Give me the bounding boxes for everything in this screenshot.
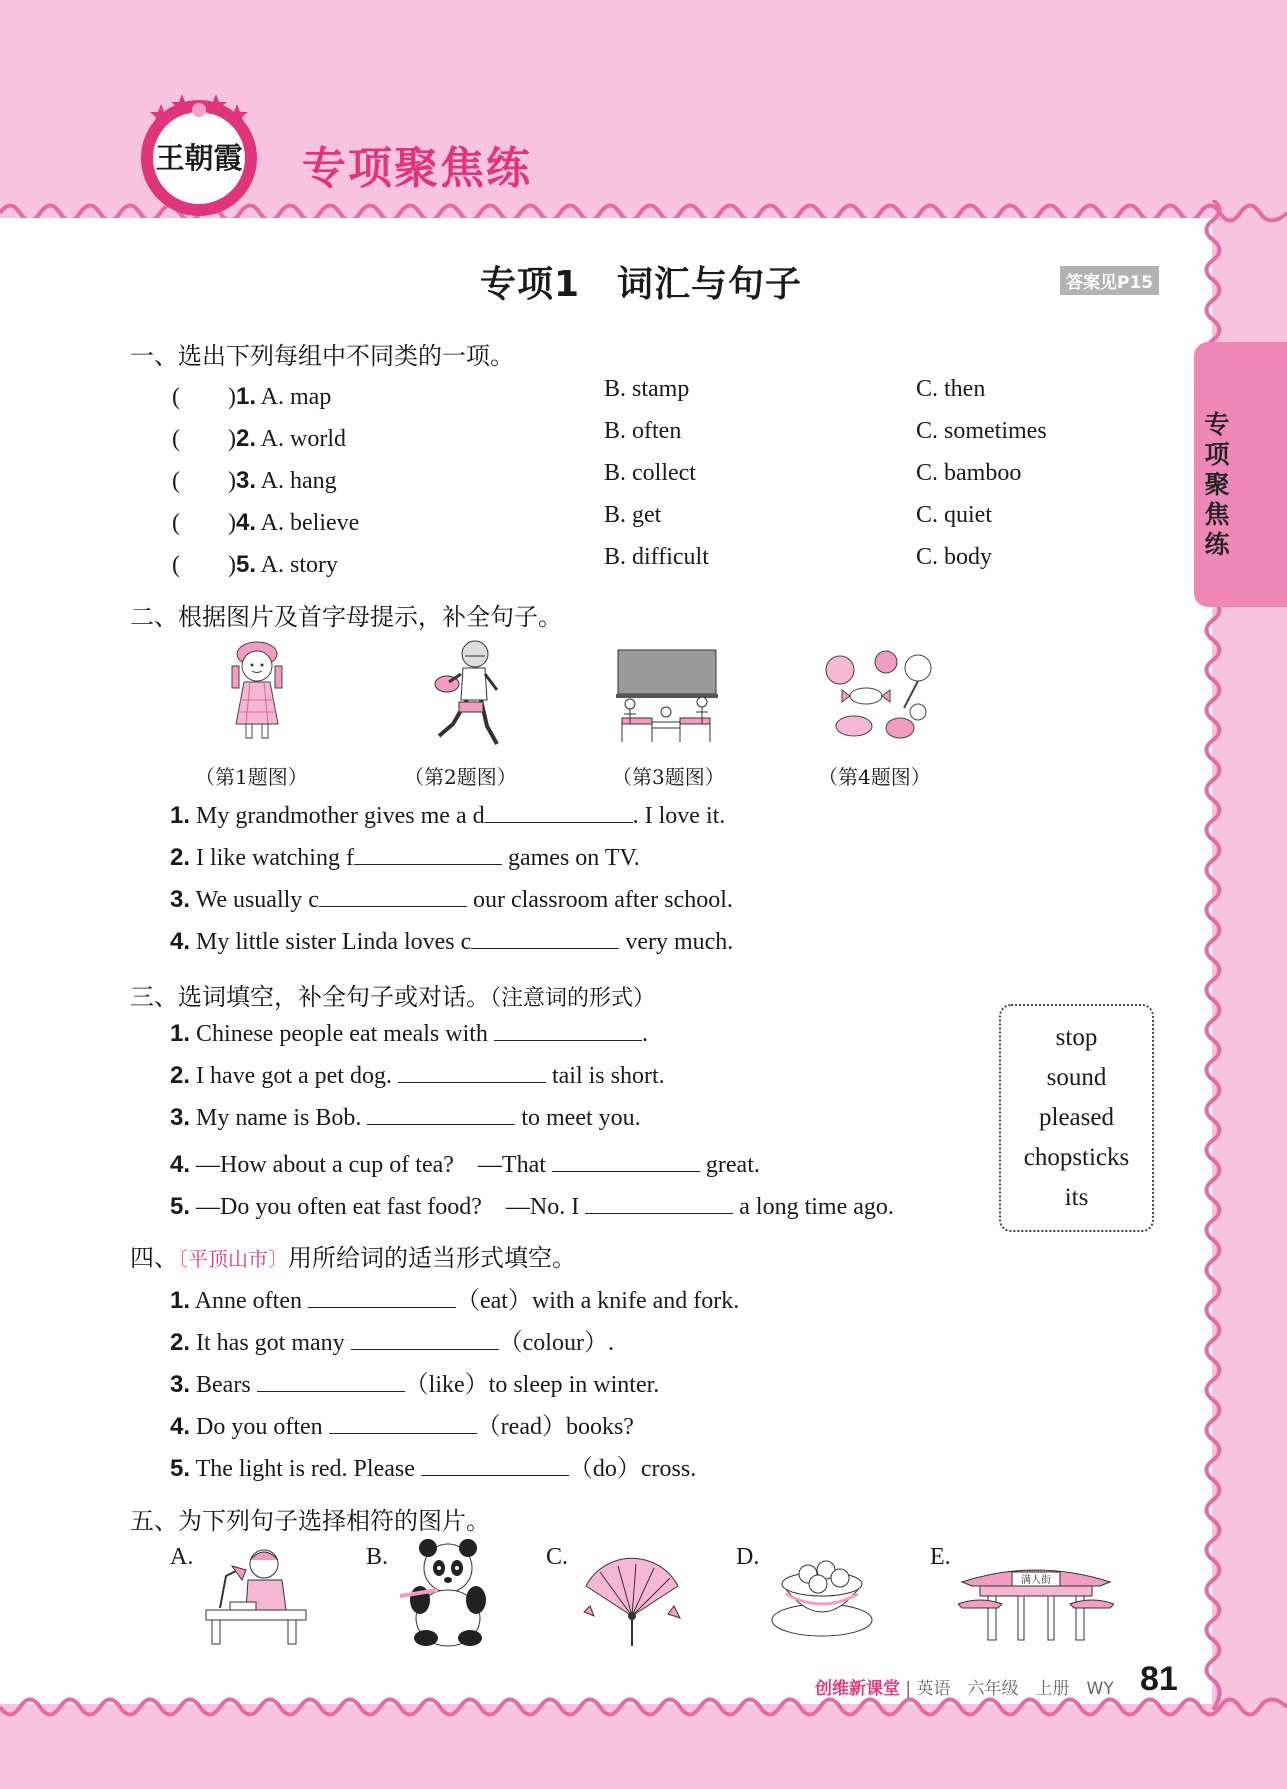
answer-reference-tag: 答案见P15: [1060, 266, 1159, 295]
answer-blank[interactable]: [421, 1453, 569, 1476]
sentence-end: .: [641, 1021, 648, 1047]
sentence-end: （do）cross.: [568, 1456, 697, 1482]
part2-title: 二、根据图片及首字母提示，补全句子。: [130, 603, 562, 631]
option-c: C. quiet: [916, 502, 992, 528]
figure-caption-4: （第4题图）: [818, 765, 931, 789]
option-label-e: E.: [930, 1544, 951, 1570]
option-label-a: A.: [170, 1544, 194, 1570]
figure-caption-1: （第1题图）: [195, 765, 308, 789]
word-bank: [999, 1004, 1154, 1232]
option-label-d: D.: [736, 1544, 760, 1570]
answer-paren[interactable]: ( ): [172, 384, 236, 410]
option-a: A. map: [256, 384, 332, 410]
sentence-end: very much.: [619, 929, 734, 955]
answer-blank[interactable]: [367, 1102, 515, 1125]
footer-brand: 创维新课堂: [815, 1679, 900, 1699]
sentence-end: （colour）.: [498, 1330, 614, 1356]
question-number: 1.: [170, 802, 191, 829]
question-number: 4.: [170, 928, 191, 955]
choice-row-left: [172, 544, 338, 579]
fill-sentence: [170, 1364, 659, 1399]
answer-blank[interactable]: [354, 842, 502, 865]
answer-blank[interactable]: [329, 1411, 477, 1434]
page-title: 专项1 词汇与句子: [480, 264, 803, 305]
option-a: A. world: [256, 426, 346, 452]
word-bank-item: stop: [1055, 1024, 1098, 1051]
sentence-start: It has got many: [190, 1330, 351, 1356]
question-number: 3.: [170, 886, 191, 913]
panda-picture: [398, 1538, 494, 1648]
fill-sentence: [170, 1186, 894, 1221]
sentence-start: Bears: [190, 1372, 257, 1398]
word-bank-item: pleased: [1039, 1104, 1114, 1131]
part4-prefix: 四、: [130, 1244, 178, 1272]
question-number: 3.: [235, 467, 256, 494]
question-number: 1.: [235, 383, 256, 410]
word-bank-item: chopsticks: [1023, 1144, 1130, 1171]
option-c: C. then: [916, 376, 986, 402]
word-bank-item: sound: [1046, 1064, 1107, 1091]
answer-blank[interactable]: [485, 800, 633, 823]
option-label-b: B.: [366, 1544, 389, 1570]
chinatown-gate-picture: [958, 1552, 1114, 1642]
sentence-start: My name is Bob.: [190, 1105, 368, 1131]
answer-blank[interactable]: [308, 1285, 456, 1308]
sentence-start: My grandmother gives me a d: [190, 803, 485, 829]
answer-blank[interactable]: [398, 1060, 546, 1083]
option-label-c: C.: [546, 1544, 569, 1570]
question-number: 2.: [170, 1329, 191, 1356]
question-number: 2.: [235, 425, 256, 452]
option-a: A. story: [256, 552, 339, 578]
sentence-end: . I love it.: [632, 803, 726, 829]
option-b: B. difficult: [604, 544, 709, 570]
answer-paren[interactable]: ( ): [172, 426, 236, 452]
answer-blank[interactable]: [351, 1327, 499, 1350]
sentence-end: great.: [699, 1152, 760, 1178]
sentence-start: Chinese people eat meals with: [190, 1021, 494, 1047]
option-c: C. body: [916, 544, 993, 570]
option-a: A. hang: [256, 468, 337, 494]
answer-blank[interactable]: [494, 1018, 642, 1041]
sentence-end: （like）to sleep in winter.: [404, 1372, 660, 1398]
answer-blank[interactable]: [585, 1191, 733, 1214]
figure-caption-2: （第2题图）: [404, 765, 517, 789]
question-number: 1.: [170, 1020, 191, 1047]
option-b: B. stamp: [604, 376, 690, 402]
question-number: 4.: [235, 509, 256, 536]
fill-sentence: [170, 842, 640, 872]
option-b: B. get: [604, 502, 662, 528]
question-number: 3.: [170, 1371, 191, 1398]
fill-sentence: [170, 1448, 696, 1483]
question-number: 5.: [170, 1193, 191, 1220]
sentence-start: Anne often: [190, 1288, 308, 1314]
page-number: 81: [1140, 1660, 1178, 1698]
fill-sentence: [170, 1322, 614, 1357]
fill-sentence: [170, 1018, 648, 1048]
choice-row-left: [172, 376, 331, 411]
sentence-end: （read）books?: [476, 1414, 634, 1440]
region-tag: 〔平顶山市〕: [178, 1247, 288, 1271]
part3-title-text: 三、选词填空，补全句子或对话。: [130, 983, 490, 1011]
sentence-start: The light is red. Please: [190, 1456, 421, 1482]
sentence-start: We usually c: [190, 887, 319, 913]
boy-studying-picture: [202, 1540, 312, 1646]
fill-sentence: [170, 800, 725, 830]
question-number: 2.: [170, 844, 191, 871]
question-number: 4.: [170, 1413, 191, 1440]
answer-blank[interactable]: [552, 1149, 700, 1172]
sentence-end: games on TV.: [501, 845, 640, 871]
figure-caption-3: （第3题图）: [612, 765, 725, 789]
part3-title: [130, 977, 655, 1012]
fill-sentence: [170, 926, 733, 956]
sentence-start: I like watching f: [190, 845, 354, 871]
part1-title: 一、选出下列每组中不同类的一项。: [130, 342, 514, 370]
choice-row-left: [172, 502, 359, 537]
sentence-start: I have got a pet dog.: [190, 1063, 398, 1089]
sentence-start: Do you often: [190, 1414, 329, 1440]
question-number: 3.: [170, 1104, 191, 1131]
choice-row-left: [172, 418, 346, 453]
option-a: A. believe: [256, 510, 360, 536]
fill-sentence: [170, 1060, 665, 1090]
option-c: C. bamboo: [916, 460, 1022, 486]
answer-blank[interactable]: [319, 884, 467, 907]
sentence-start: —How about a cup of tea? —That: [190, 1152, 552, 1178]
sentence-end: a long time ago.: [733, 1194, 894, 1220]
fill-sentence: [170, 1102, 641, 1132]
footer-info: [815, 1674, 1114, 1699]
word-bank-item: its: [1064, 1184, 1089, 1211]
sentence-start: My little sister Linda loves c: [190, 929, 472, 955]
logo-text: 王朝霞: [155, 141, 243, 175]
option-b: B. often: [604, 418, 682, 444]
option-b: B. collect: [604, 460, 696, 486]
choice-row-left: [172, 460, 337, 495]
sentence-end: （eat）with a knife and fork.: [456, 1288, 740, 1314]
question-number: 2.: [170, 1062, 191, 1089]
sentence-end: tail is short.: [545, 1063, 665, 1089]
side-tab-label: 专 项 聚 焦 练: [1204, 410, 1230, 559]
football-player-picture: [425, 638, 505, 750]
doll-picture: [222, 640, 292, 750]
part4-title-text: 用所给词的适当形式填空。: [288, 1244, 576, 1272]
question-number: 5.: [235, 551, 256, 578]
sentence-start: —Do you often eat fast food? —No. I: [190, 1194, 586, 1220]
part3-note: （注意词的形式）: [490, 986, 656, 1011]
answer-paren[interactable]: ( ): [172, 552, 236, 578]
publisher-logo: [136, 88, 262, 218]
sentence-end: our classroom after school.: [466, 887, 733, 913]
question-number: 4.: [170, 1151, 191, 1178]
answer-paren[interactable]: ( ): [172, 468, 236, 494]
gate-sign-text: 满人街: [1021, 1575, 1051, 1586]
question-number: 1.: [170, 1287, 191, 1314]
answer-paren[interactable]: ( ): [172, 510, 236, 536]
fill-sentence: [170, 884, 733, 914]
classroom-cleaning-picture: [614, 648, 720, 744]
section-heading: 专项聚焦练: [302, 143, 532, 194]
footer-book-info: | 英语 六年级 上册 WY: [905, 1679, 1114, 1699]
candy-picture: [818, 648, 936, 744]
fill-sentence: [170, 1280, 739, 1315]
answer-blank[interactable]: [257, 1369, 405, 1392]
part4-title: [130, 1238, 576, 1273]
fan-picture: [576, 1546, 688, 1650]
dumpling-bowl-picture: [770, 1544, 874, 1640]
answer-blank[interactable]: [471, 926, 619, 949]
question-number: 5.: [170, 1455, 191, 1482]
part5-title: 五、为下列句子选择相符的图片。: [130, 1507, 490, 1535]
sentence-end: to meet you.: [515, 1105, 641, 1131]
fill-sentence: [170, 1406, 634, 1441]
fill-sentence: [170, 1144, 760, 1179]
option-c: C. sometimes: [916, 418, 1047, 444]
